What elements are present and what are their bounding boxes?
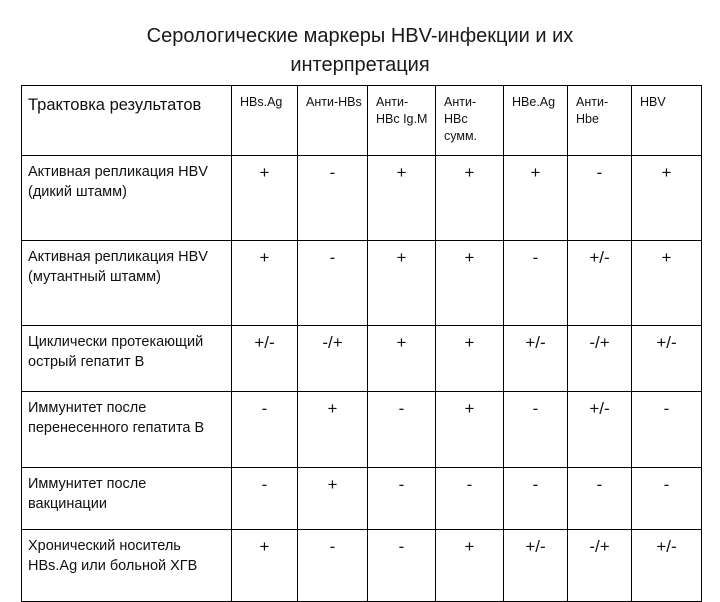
table-header-row bbox=[22, 86, 702, 156]
header-anti-hbs: Анти-HBs bbox=[298, 86, 368, 156]
cell-value: -/+ bbox=[568, 530, 632, 602]
cell-value: + bbox=[436, 241, 504, 326]
cell-value: + bbox=[436, 156, 504, 241]
cell-value: + bbox=[504, 156, 568, 241]
row-label: Циклически протекающий острый гепатит В bbox=[22, 326, 232, 392]
row-label: Активная репликация HBV (мутантный штамм) bbox=[22, 241, 232, 326]
table-row bbox=[22, 241, 702, 326]
cell-value: + bbox=[368, 326, 436, 392]
header-interpretation: Трактовка результатов bbox=[22, 86, 232, 156]
table-row bbox=[22, 530, 702, 602]
cell-value: - bbox=[632, 468, 702, 530]
cell-value: +/- bbox=[632, 530, 702, 602]
cell-value: - bbox=[368, 392, 436, 468]
cell-value: - bbox=[368, 468, 436, 530]
cell-value: +/- bbox=[232, 326, 298, 392]
slide-title-line-2: интерпретация bbox=[290, 54, 430, 76]
cell-value: -/+ bbox=[298, 326, 368, 392]
cell-value: - bbox=[504, 392, 568, 468]
cell-value: +/- bbox=[568, 241, 632, 326]
cell-value: + bbox=[232, 156, 298, 241]
cell-value: + bbox=[436, 326, 504, 392]
cell-value: -/+ bbox=[568, 326, 632, 392]
cell-value: - bbox=[436, 468, 504, 530]
cell-value: +/- bbox=[568, 392, 632, 468]
cell-value: +/- bbox=[504, 326, 568, 392]
row-label: Хронический носитель HBs.Ag или больной ХГВ bbox=[22, 530, 232, 602]
cell-value: + bbox=[298, 392, 368, 468]
header-hbsag: HBs.Ag bbox=[232, 86, 298, 156]
cell-value: + bbox=[632, 241, 702, 326]
cell-value: + bbox=[368, 241, 436, 326]
cell-value: - bbox=[568, 468, 632, 530]
table-row bbox=[22, 156, 702, 241]
row-label: Активная репликация HBV (дикий штамм) bbox=[22, 156, 232, 241]
cell-value: - bbox=[298, 530, 368, 602]
cell-value: - bbox=[298, 156, 368, 241]
cell-value: - bbox=[232, 392, 298, 468]
cell-value: - bbox=[232, 468, 298, 530]
cell-value: - bbox=[568, 156, 632, 241]
cell-value: - bbox=[368, 530, 436, 602]
cell-value: - bbox=[504, 241, 568, 326]
cell-value: + bbox=[368, 156, 436, 241]
serological-markers-table bbox=[21, 85, 702, 602]
table-row bbox=[22, 392, 702, 468]
cell-value: +/- bbox=[504, 530, 568, 602]
header-anti-hbc-total: Анти-HBc сумм. bbox=[436, 86, 504, 156]
row-label: Иммунитет после вакцинации bbox=[22, 468, 232, 530]
table-row bbox=[22, 326, 702, 392]
slide-title-line-1: Серологические маркеры HBV-инфекции и их bbox=[146, 25, 574, 47]
header-anti-hbc-igm: Анти-HBc Ig.M bbox=[368, 86, 436, 156]
cell-value: - bbox=[504, 468, 568, 530]
row-label: Иммунитет после перенесенного гепатита В bbox=[22, 392, 232, 468]
table-row bbox=[22, 468, 702, 530]
cell-value: + bbox=[436, 392, 504, 468]
cell-value: +/- bbox=[632, 326, 702, 392]
header-hbv: HBV bbox=[632, 86, 702, 156]
cell-value: + bbox=[232, 530, 298, 602]
cell-value: - bbox=[632, 392, 702, 468]
cell-value: + bbox=[436, 530, 504, 602]
cell-value: + bbox=[632, 156, 702, 241]
header-anti-hbe: Анти-Hbe bbox=[568, 86, 632, 156]
slide-title bbox=[40, 22, 680, 80]
cell-value: - bbox=[298, 241, 368, 326]
cell-value: + bbox=[298, 468, 368, 530]
cell-value: + bbox=[232, 241, 298, 326]
header-hbeag: HBe.Ag bbox=[504, 86, 568, 156]
